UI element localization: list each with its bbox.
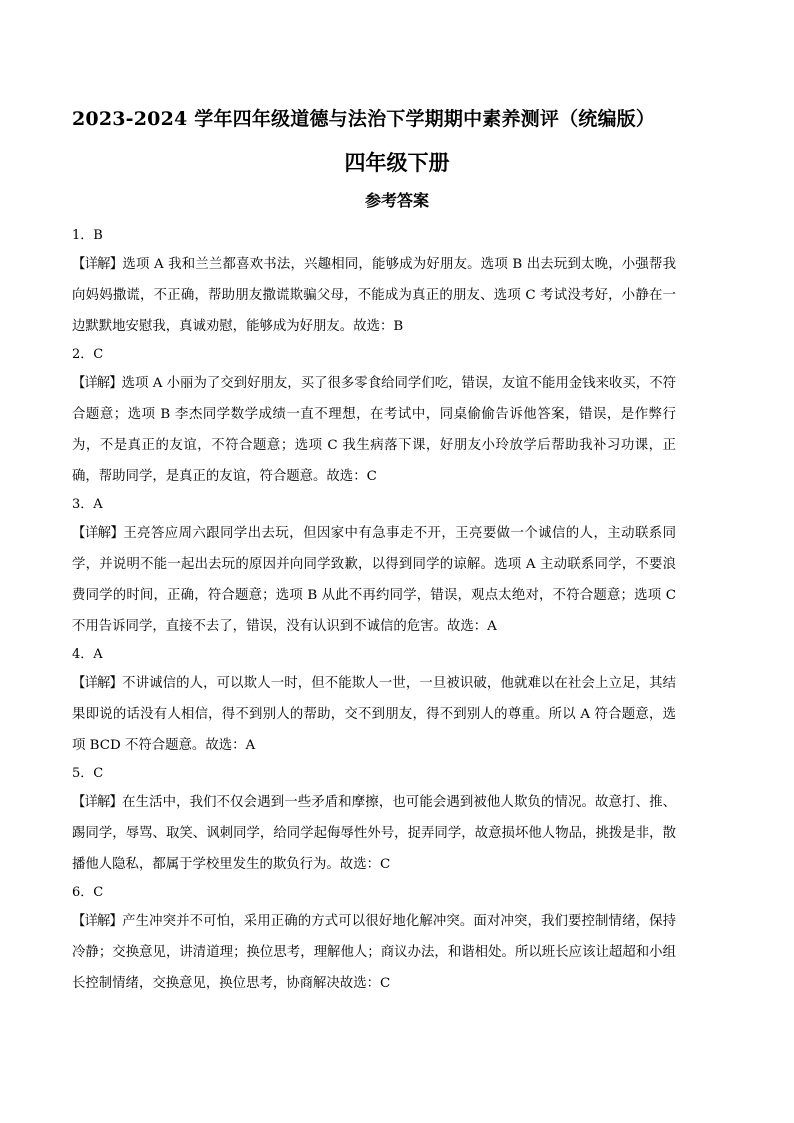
- answer-number: 3．A: [72, 497, 103, 512]
- answer-explanation: [72, 668, 676, 761]
- answer-number: 2．C: [72, 347, 104, 362]
- answer-item-1: [72, 223, 676, 342]
- explanation-tag: 【详解】: [72, 676, 123, 691]
- answer-explanation: [72, 518, 676, 642]
- explanation-text: 产生冲突并不可怕，采用正确的方式可以很好地化解冲突。面对冲突，我们要控制情绪，保持冷静；交换意见，讲清道理；换位思考，理解他人；商议办法，和谐相处。所以班长应该让超超和小组长控制情绪，交换意见，换位思考，协商解决故选：C: [72, 914, 677, 991]
- answer-item-6: [72, 880, 676, 999]
- answer-item-2: [72, 342, 676, 492]
- answer-explanation: [72, 906, 676, 999]
- explanation-text: 王亮答应周六跟同学出去玩，但因家中有急事走不开，王亮要做一个诚信的人，主动联系同学，并说明不能一起出去玩的原因并向同学致歉，以得到同学的谅解。选项 A 主动联系同学，不要浪费同学的时间，正确，符合题意；选项 B 从此不再约同学，错误，观点太绝对，不符合题意；选项 C 不用告诉同学，直接不去了，错误，没有认识到不诚信的危害。故选：A: [72, 526, 676, 634]
- answer-list: [72, 223, 676, 999]
- explanation-tag: 【详解】: [72, 257, 123, 272]
- answer-explanation: [72, 787, 676, 880]
- answer-number: 1．B: [72, 228, 103, 243]
- explanation-text: 选项 A 小丽为了交到好朋友，买了很多零食给同学们吃，错误，友谊不能用金钱来收买，不符合题意；选项 B 李杰同学数学成绩一直不理想，在考试中，同桌偷偷告诉他答案，错误，是作弊行为，不是真正的友谊，不符合题意；选项 C 我生病落下课，好朋友小玲放学后帮助我补习功课，正确，帮助同学，是真正的友谊，符合题意。故选：C: [72, 376, 676, 484]
- answer-explanation: [72, 368, 676, 492]
- answer-number: 6．C: [72, 885, 104, 900]
- answer-number: 4．A: [72, 647, 103, 662]
- explanation-tag: 【详解】: [72, 914, 123, 929]
- explanation-tag: 【详解】: [72, 795, 123, 810]
- explanation-text: 不讲诚信的人，可以欺人一时，但不能欺人一世，一旦被识破，他就难以在社会上立足，其结果即说的话没有人相信，得不到别人的帮助，交不到朋友，得不到别人的尊重。所以 A 符合题意，选项 BCD 不符合题意。故选：A: [72, 676, 677, 753]
- document-header-title: 2023-2024 学年四年级道德与法治下学期期中素养测评（统编版）: [72, 108, 656, 130]
- explanation-tag: 【详解】: [72, 526, 124, 541]
- explanation-text: 选项 A 我和兰兰都喜欢书法，兴趣相同，能够成为好朋友。选项 B 出去玩到太晚，小强帮我向妈妈撒谎，不正确，帮助朋友撒谎欺骗父母，不能成为真正的朋友、选项 C 考试没考好，小静在一边默默地安慰我，真诚劝慰，能够成为好朋友。故选：B: [72, 257, 676, 334]
- answer-item-4: [72, 642, 676, 761]
- document-subtitle: 四年级下册: [344, 150, 450, 175]
- answer-item-3: [72, 492, 676, 642]
- answer-section-title: 参考答案: [364, 191, 429, 210]
- explanation-text: 在生活中，我们不仅会遇到一些矛盾和摩擦，也可能会遇到被他人欺负的情况。故意打、推、踢同学，辱骂、取笑、讽刺同学，给同学起侮辱性外号，捉弄同学，故意损坏他人物品，挑拨是非，散播他人隐私，都属于学校里发生的欺负行为。故选：C: [72, 795, 677, 872]
- answer-item-5: [72, 761, 676, 880]
- explanation-tag: 【详解】: [72, 376, 122, 391]
- answer-explanation: [72, 249, 676, 342]
- answer-number: 5．C: [72, 766, 104, 781]
